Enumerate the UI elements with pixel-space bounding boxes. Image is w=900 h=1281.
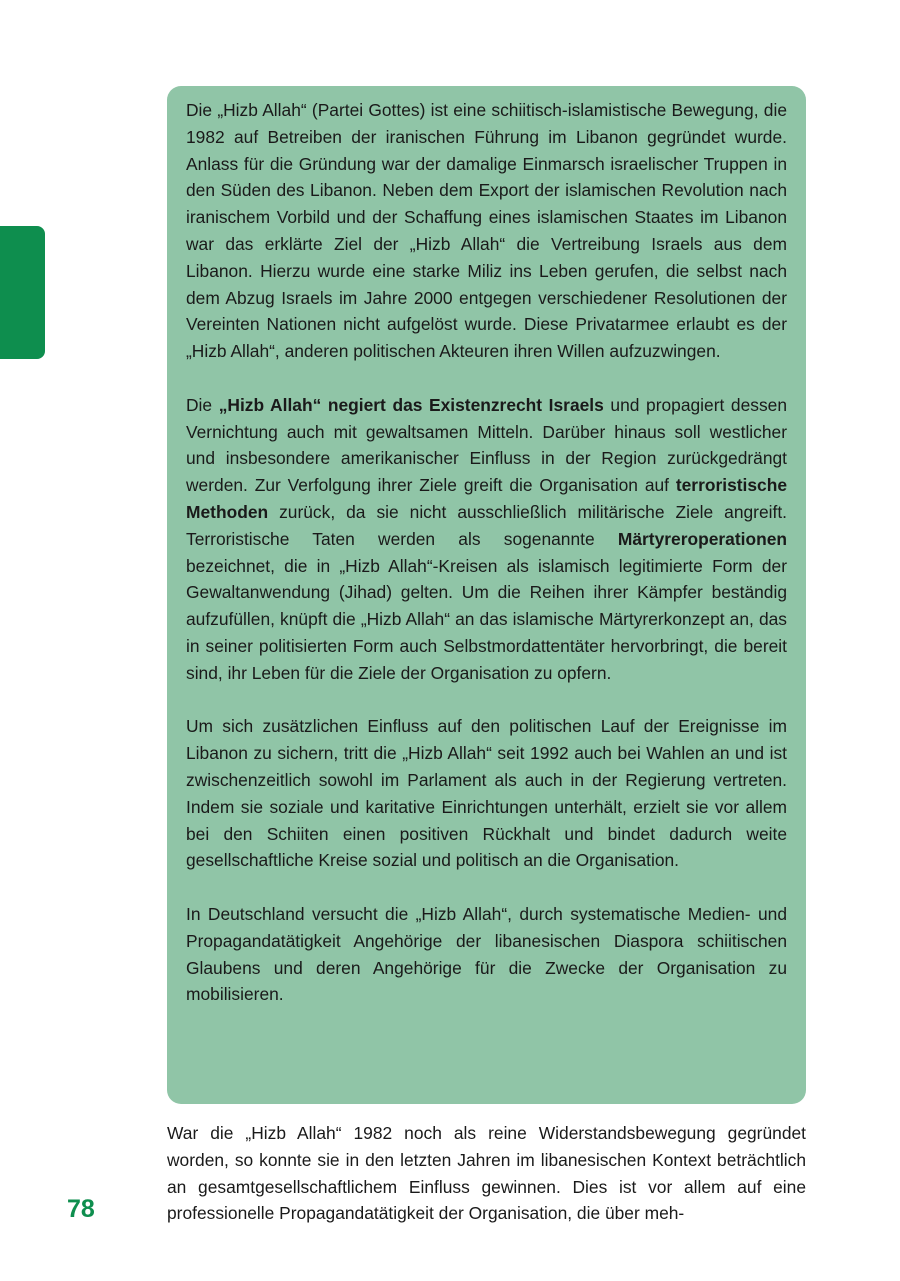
info-p2-bold-1: „Hizb Allah“ negiert das Existenzrecht Israels — [218, 394, 604, 415]
chapter-tab-marker — [0, 226, 45, 359]
info-paragraph-4: In Deutschland versucht die „Hizb Allah“, durch systematische Medien- und Propagandatätigkeit Angehörige der libanesischen Diaspora schiitischen Glaubens und deren Angehörige für die Zwecke der Organisation zu mobilisieren. — [186, 903, 787, 1005]
info-paragraph-1: Die „Hizb Allah“ (Partei Gottes) ist eine schiitisch-islamistische Bewegung, die 1982 auf Betreiben der iranischen Führung im Libanon gegründet wurde. Anlass für die Gründung war der damalige Einmarsch israelischer Truppen in den Süden des Libanon. Neben dem Export der islamischen Revolution nach iranischem Vorbild und der Schaffung eines islamischen Staates im Libanon war das erklärte Ziel der „Hizb Allah“ die Vertreibung Israels aus dem Libanon. Hierzu wurde eine starke Miliz ins Leben gerufen, die selbst nach dem Abzug Israels im Jahre 2000 entgegen verschiedener Resolutionen der Vereinten Nationen nicht aufgelöst wurde. Diese Privatarmee erlaubt es der „Hizb Allah“, anderen politischen Akteuren ihren Willen aufzuzwingen. — [186, 100, 787, 362]
info-p2-text-1: Die — [186, 394, 219, 415]
info-p2-bold-3: Märtyreroperationen — [617, 528, 787, 549]
info-paragraph-2 — [186, 392, 787, 687]
info-p2-text-3: zurück, da sie nicht ausschließlich militärische Ziele angreift. Terroristische Taten werden als sogenannte — [186, 501, 787, 549]
body-text — [167, 1120, 806, 1227]
body-paragraph-1: War die „Hizb Allah“ 1982 noch als reine Widerstandsbewegung gegründet worden, so konnte sie in den letzten Jahren im libanesischen Kontext beträchtlich an gesamtgesellschaftlichem Einfluss gewinnen. Dies ist vor allem auf eine professionelle Propagandatätigkeit der Organisation, die über meh- — [167, 1123, 806, 1224]
info-p2-text-2: und propagiert dessen Vernichtung auch mit gewaltsamen Mitteln. Darüber hinaus soll westlicher und insbesondere amerikanischer Einfluss in der Region zurückgedrängt werden. Zur Verfolgung ihrer Ziele greift die Organisation auf — [186, 394, 788, 496]
info-p2-bold-2: terroristische Methoden — [186, 475, 787, 522]
info-paragraph-3: Um sich zusätzlichen Einfluss auf den politischen Lauf der Ereignisse im Libanon zu sichern, tritt die „Hizb Allah“ seit 1992 auch bei Wahlen an und ist zwischenzeitlich sowohl im Parlament als auch in der Regierung vertreten. Indem sie soziale und karitative Einrichtungen unterhält, erzielt sie vor allem bei den Schiiten einen positiven Rückhalt und bindet dadurch weite gesellschaftliche Kreise sozial und politisch an die Organisation. — [186, 716, 787, 871]
page-number: 78 — [67, 1195, 95, 1223]
info-box — [167, 86, 806, 1104]
info-p2-text-4: bezeichnet, die in „Hizb Allah“-Kreisen als islamisch legitimierte Form der Gewaltanwendung (Jihad) gelten. Um die Reihen ihrer Kämpfer beständig aufzufüllen, knüpft die „Hizb Allah“ an das islamische Märtyrerkonzept an, das in seiner politisierten Form auch Selbstmordattentäter hervorbringt, die bereit sind, ihr Leben für die Ziele der Organisation zu opfern. — [186, 555, 787, 683]
